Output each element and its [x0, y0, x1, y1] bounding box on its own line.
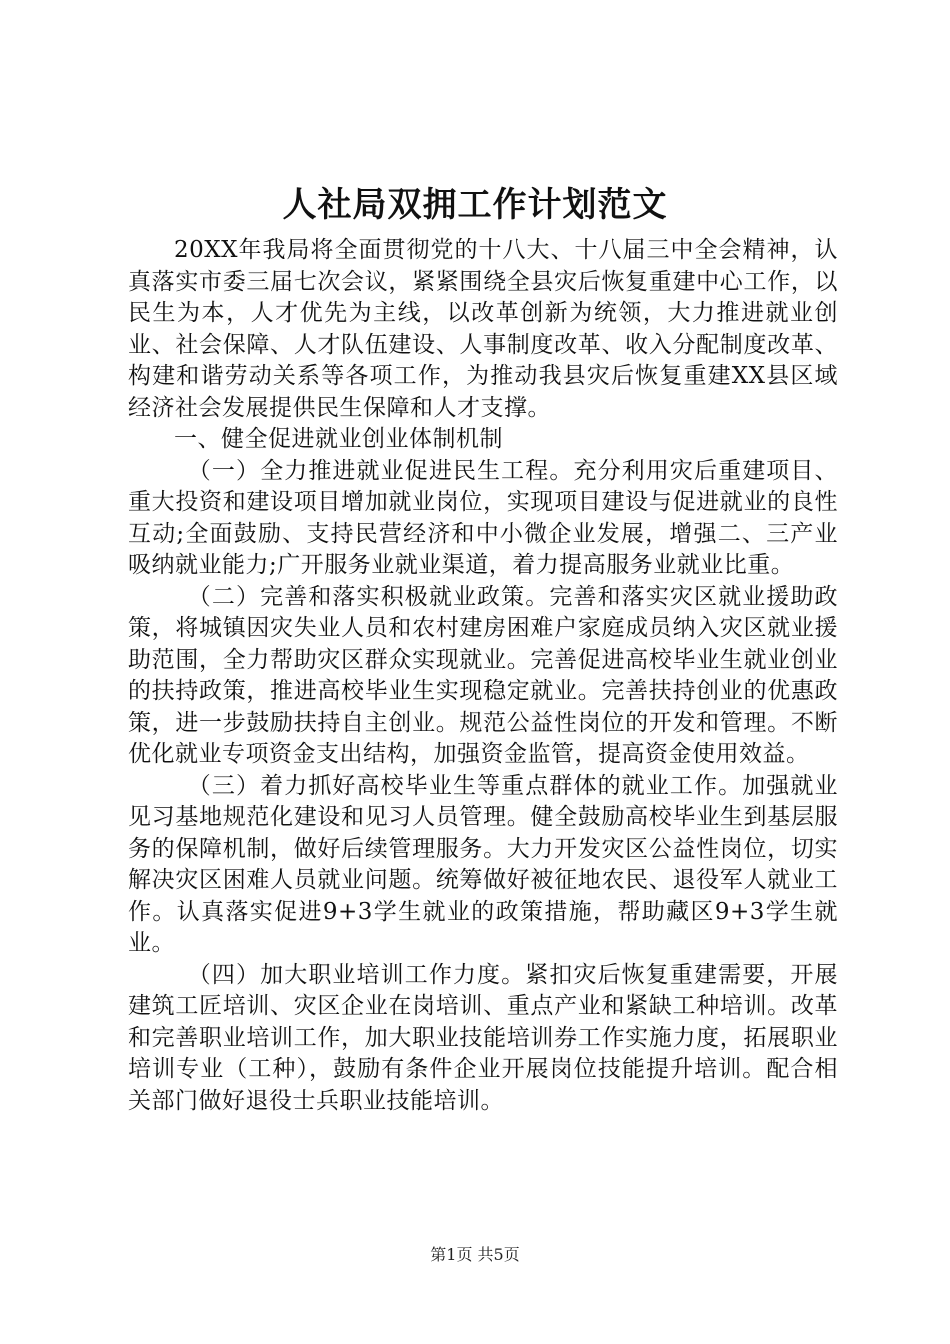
- paragraph-item-3: （三）着力抓好高校毕业生等重点群体的就业工作。加强就业见习基地规范化建设和见习人员管理。健全鼓励高校毕业生到基层服务的保障机制，做好后续管理服务。大力开发灾区公益性岗位，切实解决灾区困难人员就业问题。统筹做好被征地农民、退役军人就业工作。认真落实促进9+3学生就业的政策措施，帮助藏区9+3学生就业。: [128, 772, 838, 956]
- paragraph-item-2: （二）完善和落实积极就业政策。完善和落实灾区就业援助政策，将城镇因灾失业人员和农村建房困难户家庭成员纳入灾区就业援助范围，全力帮助灾区群众实现就业。完善促进高校毕业生就业创业的扶持政策，推进高校毕业生实现稳定就业。完善扶持创业的优惠政策，进一步鼓励扶持自主创业。规范公益性岗位的开发和管理。不断优化就业专项资金支出结构，加强资金监管，提高资金使用效益。: [128, 583, 838, 767]
- paragraph-item-4: （四）加大职业培训工作力度。紧扣灾后恢复重建需要，开展建筑工匠培训、灾区企业在岗培训、重点产业和紧缺工种培训。改革和完善职业培训工作，加大职业技能培训券工作实施力度，拓展职业培训专业（工种），鼓励有条件企业开展岗位技能提升培训。配合相关部门做好退役士兵职业技能培训。: [128, 961, 838, 1114]
- document-body: [128, 235, 838, 1117]
- paragraph-item-1: （一）全力推进就业促进民生工程。充分利用灾后重建项目、重大投资和建设项目增加就业岗位，实现项目建设与促进就业的良性互动;全面鼓励、支持民营经济和中小微企业发展，增强二、三产业吸纳就业能力;广开服务业就业渠道，着力提高服务业就业比重。: [128, 457, 838, 578]
- document-title: 人社局双拥工作计划范文: [282, 185, 668, 225]
- paragraph-intro: 20XX年我局将全面贯彻党的十八大、十八届三中全会精神，认真落实市委三届七次会议，紧紧围绕全县灾后恢复重建中心工作，以民生为本，人才优先为主线，以改革创新为统领，大力推进就业创业、社会保障、人才队伍建设、人事制度改革、收入分配制度改革、构建和谐劳动关系等各项工作，为推动我县灾后恢复重建XX县区域经济社会发展提供民生保障和人才支撑。: [128, 237, 838, 421]
- page-footer: 第1页 共5页: [430, 1245, 520, 1264]
- section-heading-1: 一、健全促进就业创业体制机制: [174, 426, 503, 452]
